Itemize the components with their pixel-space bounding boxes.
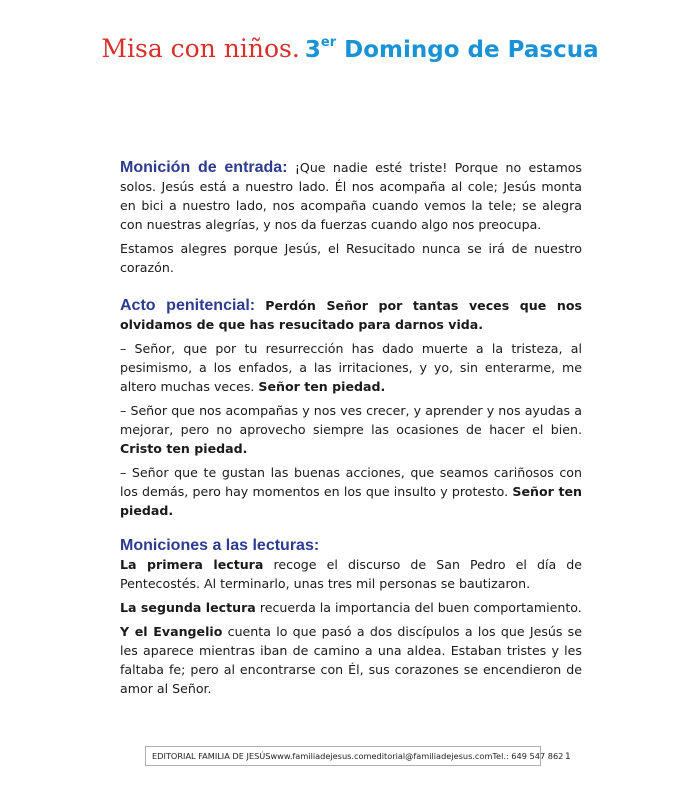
moniciones-lecturas-section: [120, 536, 582, 698]
footer-email[interactable]: editorial@familiadejesus.com: [371, 751, 493, 761]
penitencial-item-response: Cristo ten piedad.: [120, 441, 248, 456]
lectura-text: cuenta lo que pasó a dos discípulos a los que Jesús se les aparece mientras iban de camino a una aldea. Estaban tristes y les faltaba fe; pero al encontrarse con Él, sus corazones se encendieron de amor al Señor.: [120, 624, 582, 696]
lectura-item: [120, 555, 582, 593]
penitencial-item-response: Señor ten piedad.: [120, 484, 582, 518]
moniciones-lecturas-heading: Moniciones a las lecturas:: [120, 537, 320, 554]
lectura-item: [120, 622, 582, 698]
title-part2-wrapper: [305, 37, 599, 63]
monicion-entrada-section: [120, 158, 582, 277]
title-part1: Misa con niños.: [101, 34, 300, 63]
penitencial-item-text: – Señor que nos acompañas y nos ves crecer, y aprender y nos ayudas a mejorar, pero no aprovecho siempre las ocasiones de hacer el bien.: [120, 403, 582, 437]
acto-penitencial-section: [120, 296, 582, 520]
monicion-entrada-text2: Estamos alegres porque Jesús, el Resucitado nunca se irá de nuestro corazón.: [120, 241, 582, 275]
footer-website[interactable]: www.familiadejesus.com: [270, 751, 372, 761]
footer-publisher: EDITORIAL FAMILIA DE JESÚS: [152, 751, 271, 761]
lectura-text: recuerda la importancia del buen comportamiento.: [259, 600, 582, 615]
title-superscript: er: [320, 35, 337, 50]
penitencial-item: [120, 401, 582, 458]
monicion-entrada-text1: ¡Que nadie esté triste! Porque no estamos solos. Jesús está a nuestro lado. Él nos acompaña al cole; Jesús monta en bici a nuestro lado, nos acompaña cuando vemos la tele; se alegra con nuestras alegrías, y nos da fuerzas cuando algo nos preocupa.: [120, 160, 582, 232]
penitencial-item-response: Señor ten piedad.: [258, 379, 386, 394]
acto-penitencial-heading: Acto penitencial:: [120, 297, 256, 314]
footer-box: [145, 746, 564, 766]
lectura-label: La primera lectura: [120, 557, 264, 572]
lectura-text: recoge el discurso de San Pedro el día de Pentecostés. Al terminarlo, unas tres mil personas se bautizaron.: [120, 557, 582, 591]
footer-phone: Tel.: 649 547 862: [492, 751, 564, 761]
penitencial-item: [120, 463, 582, 520]
penitencial-item-text: – Señor que te gustan las buenas acciones, que seamos cariñosos con los demás, pero hay momentos en los que insulto y protesto.: [120, 465, 582, 499]
acto-penitencial-intro: Perdón Señor por tantas veces que nos olvidamos de que has resucitado para darnos vida.: [120, 298, 582, 332]
page-number: 1: [565, 752, 571, 762]
lectura-label: Y el Evangelio: [120, 624, 223, 639]
monicion-entrada-heading: Monición de entrada:: [120, 159, 288, 176]
title-part2: Domingo de Pascua: [344, 37, 599, 63]
penitencial-item: [120, 339, 582, 396]
title-number: 3: [304, 37, 321, 63]
lectura-item: [120, 598, 582, 617]
lectura-label: La segunda lectura: [120, 600, 256, 615]
penitencial-item-text: – Señor, que por tu resurrección has dado muerte a la tristeza, al pesimismo, a los enfados, a las irritaciones, y yo, sin enterarme, me altero muchas veces.: [120, 341, 582, 394]
page-title: [0, 34, 700, 63]
